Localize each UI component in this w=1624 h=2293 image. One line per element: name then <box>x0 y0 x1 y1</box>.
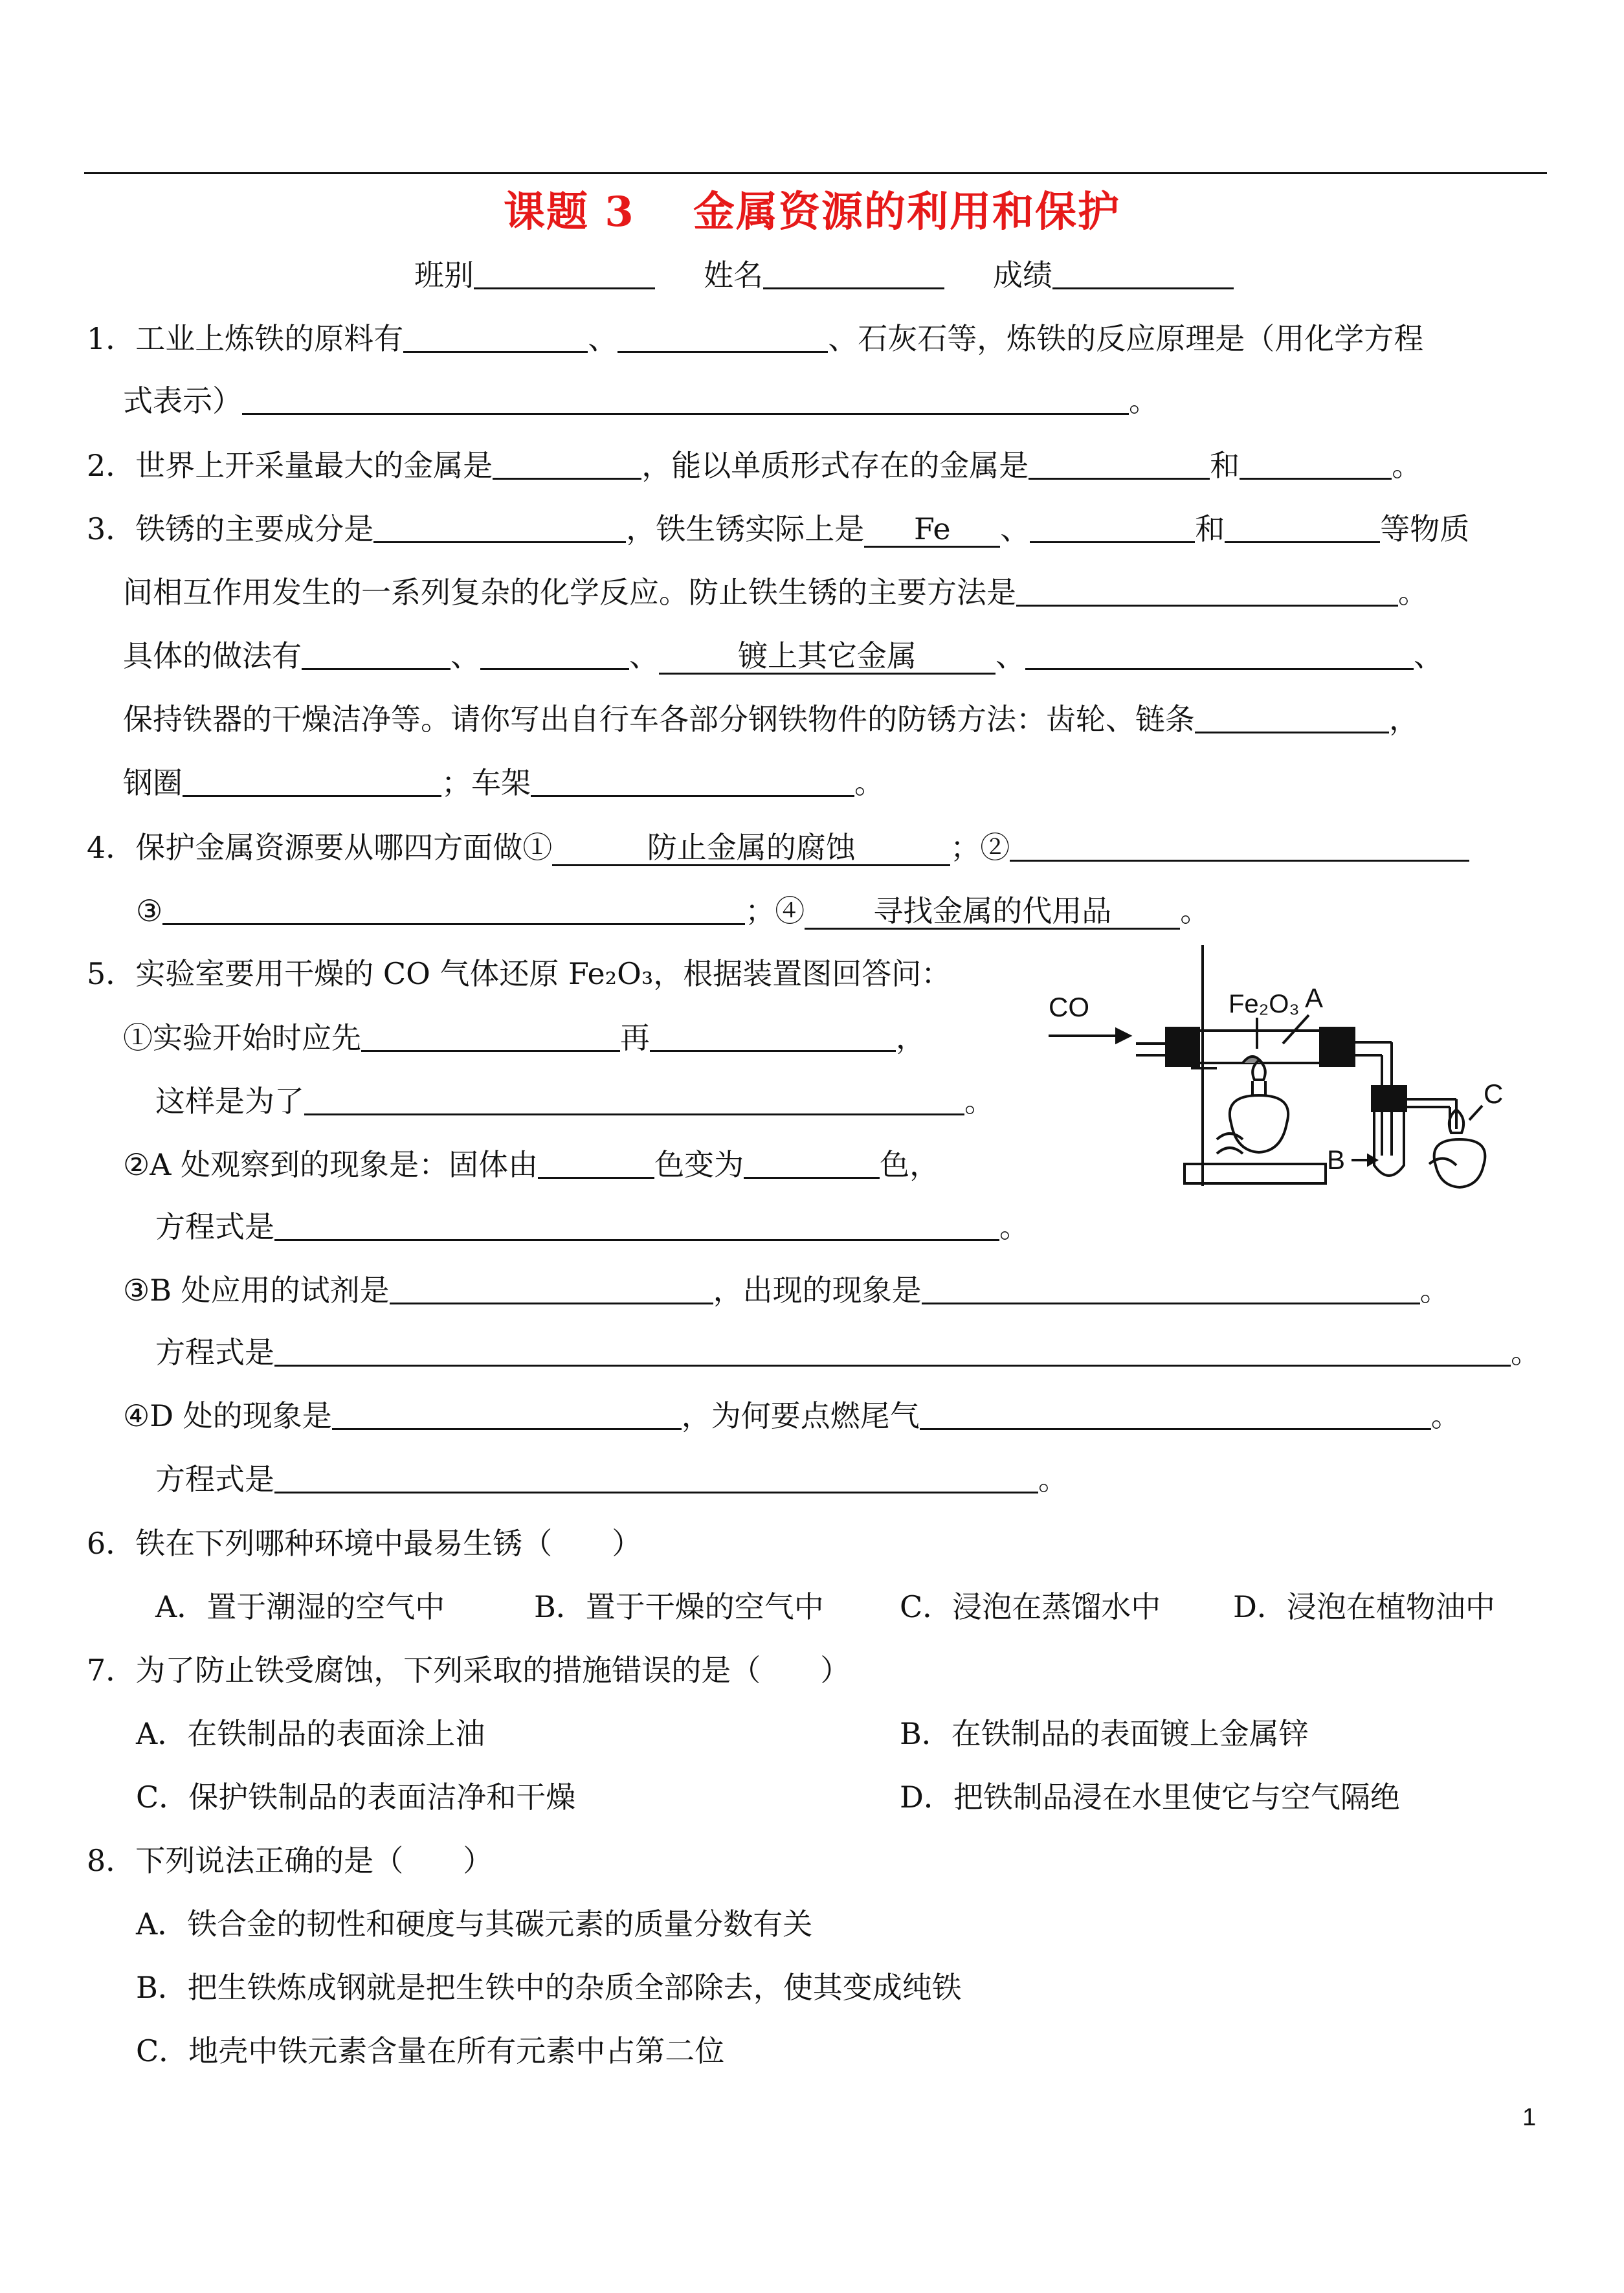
q1-blank-3[interactable] <box>242 382 1129 415</box>
q1-blank-1[interactable] <box>403 320 588 353</box>
q5-s4-text-b: ，为何要点燃尾气 <box>681 1398 920 1433</box>
q5-end: 。 <box>1511 1335 1541 1370</box>
stopper-left <box>1166 1028 1199 1066</box>
q5-s1-comma: ， <box>896 1020 926 1055</box>
q4-circle-3: ③ <box>136 893 163 928</box>
q4-end: 。 <box>1180 893 1210 928</box>
q3-line1 <box>87 510 1469 548</box>
q5-blank-1[interactable] <box>361 1019 620 1052</box>
q1-text: 1．工业上炼铁的原料有 <box>87 321 404 356</box>
q2-blank-3[interactable] <box>1240 447 1392 480</box>
q3-blank-5[interactable] <box>302 637 450 670</box>
q3-text-f: 保持铁器的干燥洁净等。请你写出自行车各部分钢铁物件的防锈方法：齿轮、链条 <box>123 702 1195 737</box>
score-label: 成绩 <box>993 258 1052 293</box>
q3-text-g: 钢圈 <box>123 765 183 800</box>
q3-blank-4[interactable] <box>1016 574 1398 607</box>
page-title: 课题 3 金属资源的利用和保护 <box>503 188 1121 236</box>
stopper-right <box>1320 1028 1354 1066</box>
q1-text-b: 、石灰石等，炼铁的反应原理是（用化学方程 <box>828 321 1424 356</box>
q3-comma: ， <box>1389 702 1419 737</box>
q5-blank-12[interactable] <box>274 1460 1038 1493</box>
q5-step4 <box>123 1397 1461 1434</box>
q4-blank-3[interactable] <box>162 892 745 925</box>
q6-option-a[interactable]: A．置于潮湿的空气中 <box>155 1589 445 1624</box>
q2-line <box>87 447 1421 484</box>
burner-c <box>1434 1139 1485 1187</box>
q1-line2 <box>123 382 1159 419</box>
q3-text-e: 具体的做法有 <box>123 638 302 673</box>
q5-step3 <box>123 1271 1450 1308</box>
q5-s4-text: ④D 处的现象是 <box>123 1398 332 1433</box>
class-blank[interactable] <box>474 256 655 289</box>
q5-blank-8[interactable] <box>922 1271 1420 1304</box>
q4-text: 4．保护金属资源要从哪四方面做① <box>87 830 553 865</box>
q3-fill-fe[interactable]: Fe <box>864 512 1000 548</box>
score-blank[interactable] <box>1052 256 1234 289</box>
q5-s2-text-b: 色变为 <box>654 1147 744 1182</box>
q3-blank-7[interactable] <box>1025 637 1414 670</box>
q5-blank-7[interactable] <box>390 1271 713 1304</box>
q7-option-c[interactable]: C．保护铁制品的表面洁净和干燥 <box>136 1780 576 1815</box>
stand-base <box>1185 1164 1326 1183</box>
q3-blank-3[interactable] <box>1225 510 1380 543</box>
q5-step4-eq <box>155 1460 1068 1497</box>
q3-text-d: 间相互作用发生的一系列复杂的化学反应。防止铁生锈的主要方法是 <box>123 575 1016 610</box>
q3-text-h: ；车架 <box>441 765 531 800</box>
q3-line4 <box>123 700 1419 737</box>
q1-end: 。 <box>1129 383 1159 418</box>
q5-eq-label: 方程式是 <box>155 1462 274 1497</box>
q4-text-c: ；④ <box>745 893 805 928</box>
q4-blank-2[interactable] <box>1010 829 1469 862</box>
q5-step2 <box>123 1146 939 1183</box>
q5-end: 。 <box>999 1209 1029 1244</box>
q3-text-c: 等物质 <box>1380 511 1470 546</box>
q4-fill-4[interactable]: 寻找金属的代用品 <box>805 894 1180 930</box>
q5-end: 。 <box>1038 1462 1068 1497</box>
q3-line3 <box>123 637 1443 675</box>
q5-s2-text: ②A 处观察到的现象是：固体由 <box>123 1147 539 1182</box>
q3-blank-10[interactable] <box>531 764 854 797</box>
test-tube-b <box>1374 1111 1404 1176</box>
label-fe2o3: Fe₂O₃ <box>1229 990 1300 1018</box>
q2-and: 和 <box>1210 448 1240 483</box>
q3-end: 。 <box>1398 575 1428 610</box>
q5-blank-5[interactable] <box>744 1146 880 1179</box>
q3-blank-8[interactable] <box>1195 700 1389 733</box>
q5-blank-11[interactable] <box>920 1397 1431 1430</box>
q7-stem: 7．为了防止铁受腐蚀，下列采取的措施错误的是（ ） <box>87 1653 851 1688</box>
q8-option-c[interactable]: C．地壳中铁元素含量在所有元素中占第二位 <box>136 2033 725 2068</box>
q3-line5 <box>123 764 884 801</box>
q6-option-c[interactable]: C．浸泡在蒸馏水中 <box>900 1589 1161 1624</box>
q3-blank-1[interactable] <box>373 510 626 543</box>
q5-end: 。 <box>964 1084 994 1119</box>
q8-option-a[interactable]: A．铁合金的韧性和硬度与其碳元素的质量分数有关 <box>136 1907 813 1941</box>
label-a: A <box>1305 983 1324 1013</box>
q3-text-b: ，铁生锈实际上是 <box>626 511 865 546</box>
q2-blank-2[interactable] <box>1029 447 1210 480</box>
q8-option-b[interactable]: B．把生铁炼成钢就是把生铁中的杂质全部除去，使其变成纯铁 <box>136 1970 962 2005</box>
q5-blank-6[interactable] <box>274 1208 999 1241</box>
q3-line2 <box>123 574 1428 610</box>
q1-sep: 、 <box>588 321 618 356</box>
q5-intro: 5．实验室要用干燥的 CO 气体还原 Fe₂O₃，根据装置图回答问： <box>87 956 951 991</box>
q5-blank-2[interactable] <box>650 1019 896 1052</box>
q4-line1 <box>87 829 1469 866</box>
co-arrow-head <box>1117 1029 1129 1042</box>
q3-blank-2[interactable] <box>1030 510 1195 543</box>
q5-blank-3[interactable] <box>304 1082 964 1115</box>
label-c: C <box>1484 1079 1504 1109</box>
q3-sep: 、 <box>450 638 480 673</box>
q1-text-c: 式表示） <box>123 383 242 418</box>
q5-blank-10[interactable] <box>332 1397 682 1430</box>
q3-end2: 。 <box>854 765 884 800</box>
q5-blank-9[interactable] <box>274 1334 1511 1367</box>
q7-option-b[interactable]: B．在铁制品的表面镀上金属锌 <box>900 1716 1309 1751</box>
q5-s1-text: ①实验开始时应先 <box>123 1020 361 1055</box>
q5-eq-label: 方程式是 <box>155 1335 274 1370</box>
q5-step1-reason <box>155 1082 994 1119</box>
q5-end: 。 <box>1419 1273 1450 1308</box>
label-co: CO <box>1049 992 1089 1022</box>
q1-blank-2[interactable] <box>617 320 828 353</box>
info-line <box>414 256 1234 293</box>
q5-blank-4[interactable] <box>538 1146 654 1179</box>
q5-s1-then: 再 <box>620 1020 650 1055</box>
q7-option-d[interactable]: D．把铁制品浸在水里使它与空气隔绝 <box>900 1780 1400 1815</box>
q5-end: 。 <box>1430 1398 1461 1433</box>
q3-blank-9[interactable] <box>183 764 441 797</box>
q4-line2 <box>136 892 1210 930</box>
q3-fill-plate[interactable]: 镀上其它金属 <box>659 639 996 675</box>
q5-step1 <box>123 1019 926 1056</box>
apparatus-diagram <box>1029 945 1547 1204</box>
q8-stem: 8．下列说法正确的是（ ） <box>87 1843 493 1878</box>
q7-option-a[interactable]: A．在铁制品的表面涂上油 <box>136 1716 485 1751</box>
q2-text: 2．世界上开采量最大的金属是 <box>87 448 493 483</box>
page-number: 1 <box>1522 2104 1537 2131</box>
q5-s3-text: ③B 处应用的试剂是 <box>123 1273 390 1308</box>
q5-eq-label: 方程式是 <box>155 1209 274 1244</box>
alcohol-lamp <box>1230 1095 1288 1152</box>
class-label: 班别 <box>414 258 474 293</box>
q2-end: 。 <box>1392 448 1422 483</box>
q1-line1 <box>87 320 1423 357</box>
q2-blank-1[interactable] <box>493 447 641 480</box>
q3-text: 3．铁锈的主要成分是 <box>87 511 374 546</box>
q3-sep: 、 <box>629 638 659 673</box>
q6-option-b[interactable]: B．置于干燥的空气中 <box>534 1589 824 1624</box>
q4-fill-1[interactable]: 防止金属的腐蚀 <box>552 831 950 866</box>
q5-s3-text-b: ，出现的现象是 <box>713 1273 922 1308</box>
q3-and: 和 <box>1195 511 1225 546</box>
test-tube-stopper <box>1372 1086 1406 1111</box>
q3-sep: 、 <box>996 638 1025 673</box>
c-leader <box>1469 1106 1482 1120</box>
q6-stem: 6．铁在下列哪种环境中最易生锈（ ） <box>87 1526 642 1561</box>
q5-s2-text-c: 色， <box>880 1147 940 1182</box>
q3-sep: 、 <box>1414 638 1443 673</box>
q4-text-b: ；② <box>950 830 1010 865</box>
name-blank[interactable] <box>763 256 944 289</box>
q3-sep: 、 <box>1000 511 1030 546</box>
q3-blank-6[interactable] <box>480 637 629 670</box>
q5-s1-reason-text: 这样是为了 <box>155 1084 304 1119</box>
label-b: B <box>1327 1145 1346 1175</box>
q2-text-b: ，能以单质形式存在的金属是 <box>641 448 1029 483</box>
q5-step2-eq <box>155 1208 1029 1245</box>
name-label: 姓名 <box>704 258 763 293</box>
header-rule <box>84 172 1547 174</box>
q5-step3-eq <box>155 1334 1541 1370</box>
q6-option-d[interactable]: D．浸泡在植物油中 <box>1233 1589 1495 1624</box>
